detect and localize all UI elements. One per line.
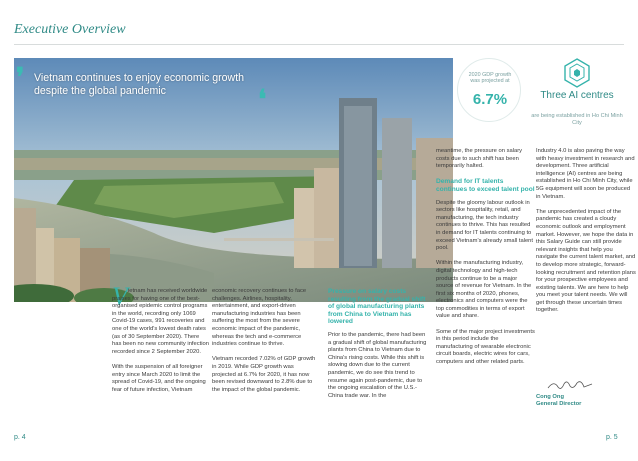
paragraph: Despite the gloomy labour outlook in sectors like hospitality, retail, and manufacturing, the tech industry continues to thrive. This has resulted in demand for IT talents continuing to exceed Vietnam's already small talent pool. — [436, 199, 534, 252]
subheading: Pressure on salary costs resulting from the gradual shift of global manufacturing plants from China to Vietnam has lowered — [328, 288, 426, 326]
paragraph: meantime, the pressure on salary costs due to such shift has been temporarily halted. — [436, 148, 523, 170]
paragraph: ietnam has received worldwide praises for having one of the best-organised epidemic control programs in the world, recording only 1069 Covid-19 cases, 991 recoveries and one of the world's lowest death rates (as of 30 September 2020). There has been no new community infection recorded since 2 September 2020. — [112, 288, 209, 355]
paragraph: Some of the major project investments in this period include the manufacturing of wearable electronic circuit boards, electric wires for cars, computers and other related parts. — [436, 328, 535, 366]
signoff-name: Cong Ong — [536, 394, 565, 400]
page-number-left: p. 4 — [14, 434, 26, 441]
paragraph: Prior to the pandemic, there had been a gradual shift of global manufacturing plants from China to Vietnam due to China's rising costs. While this shift is slowing down due to the current pandemic, we do see this trend to resume again post-pandemic, due to the ongoing escalation of the U.S.-China trade war. In the — [328, 331, 427, 399]
gdp-stat-circle — [457, 58, 521, 122]
page-title: Executive Overview — [14, 22, 126, 37]
paragraph: economic recovery continues to face challenges. Airlines, hospitality, entertainment, and export-driven manufacturing industries has been suffering the most from the severe economic impact of the pandemic, whereas the tech and e-commerce industries continue to thrive. — [212, 288, 307, 348]
dropcap: V — [112, 282, 128, 311]
open-quote-icon: ❜ — [16, 62, 25, 92]
article-column-4 — [436, 148, 536, 374]
gdp-stat-label: 2020 GDP growth was projected at — [468, 72, 512, 85]
signature-icon — [546, 378, 596, 392]
paragraph: Industry 4.0 is also paving the way with heavy investment in research and development. Three artificial intelligence (AI) centres are being established in Ho Chi Minh City, while 5G equipment will soon be produced in Vietnam. — [536, 148, 635, 200]
paragraph: Vietnam recorded 7.02% of GDP growth in 2019. While GDP growth was projected at 6.7% for 2020, it has now been revised downward to 2.8% due to the impact of the global pandemic. — [212, 356, 316, 393]
paragraph: With the suspension of all foreigner entry since March 2020 to limit the spread of Covid-19, and the ongoing fear of future infection, Vietnam — [112, 363, 206, 393]
signoff-role: General Director — [536, 401, 582, 407]
paragraph: Within the manufacturing industry, digital technology and high-tech products continue to be a major source of revenue for Vietnam. In the first six months of 2020, phones, electronics and computers were the top commodities in terms of export value and share. — [436, 260, 532, 320]
gdp-stat-value: 6.7% — [472, 91, 508, 108]
close-quote-icon: ❛ — [258, 84, 267, 114]
article-column-1 — [112, 282, 210, 402]
header-divider — [14, 44, 624, 45]
subheading: Demand for IT talents continues to exceed talent pool — [436, 178, 535, 193]
article-column-2 — [212, 288, 316, 402]
ai-centres-subtitle: are being established in Ho Chi Minh City — [531, 113, 623, 126]
hero-headline: Vietnam continues to enjoy economic growth despite the global pandemic — [34, 72, 245, 97]
article-column-5 — [536, 148, 636, 323]
ai-centres-title: Three AI centres — [540, 90, 614, 101]
paragraph: The unprecedented impact of the pandemic has created a cloudy economic outlook and employment market. However, we hope the data in this Salary Guide can still provide relevant insights that help you navigate the current talent market, and to develop more strategic, forward-looking recruitment and retention plans for your prospective employees and existing talents. We are here to help you meet your talent needs. We will get through these uncertain times together. — [536, 208, 636, 314]
hexagon-network-icon — [563, 58, 591, 88]
page-number-right: p. 5 — [606, 434, 618, 441]
article-column-3 — [328, 288, 428, 408]
